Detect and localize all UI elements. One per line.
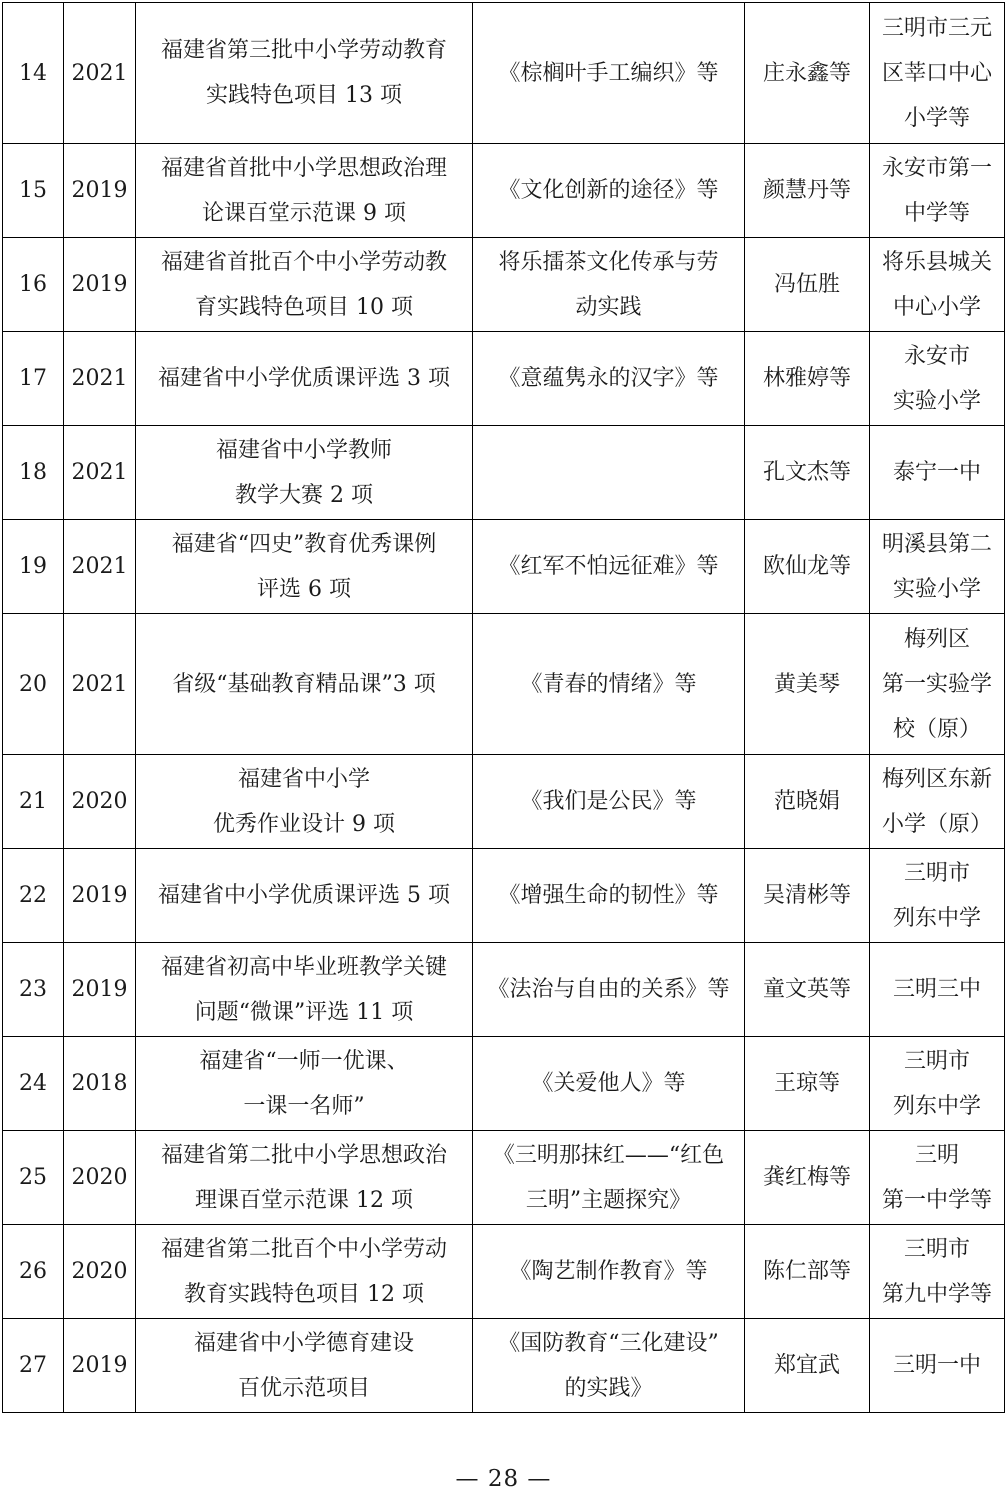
project-title-line: 将乐擂茶文化传承与劳 [498,249,719,275]
person-line: 范晓娟 [773,789,840,814]
school-line: 梅列区东新 [881,766,992,792]
year-cell: 2019 [64,238,136,332]
project-title-line: 《文化创新的途径》等 [498,178,719,203]
table-row [3,332,1005,426]
project-title-cell [473,426,745,520]
project-title-cell [473,238,745,332]
year-cell: 2021 [64,3,136,144]
honor-line: 福建省首批百个中小学劳动教 [160,249,447,275]
project-title-line: 《三明那抹红——“红色 [492,1142,725,1168]
school-line: 小学（原） [881,811,992,837]
honor-cell [136,3,473,144]
person-cell [745,849,870,943]
school-cell [870,3,1005,144]
honor-line: 福建省首批中小学思想政治理 [160,155,447,181]
honor-line: 教育实践特色项目 12 项 [184,1281,424,1307]
person-line: 陈仁部等 [762,1259,851,1284]
table-body [3,3,1005,1413]
school-cell [870,1225,1005,1319]
person-cell [745,238,870,332]
row-number-cell: 19 [3,520,64,614]
school-line: 永安市 [903,343,970,369]
year-cell: 2021 [64,426,136,520]
school-line: 梅列区 [903,626,970,652]
honor-cell [136,1225,473,1319]
row-number-cell: 18 [3,426,64,520]
person-cell [745,943,870,1037]
person-line: 黄美琴 [773,671,840,697]
year-cell: 2018 [64,1037,136,1131]
school-cell [870,520,1005,614]
year-cell: 2020 [64,1131,136,1225]
person-line: 郑宜武 [773,1353,840,1378]
school-line: 实验小学 [892,388,981,414]
school-cell [870,755,1005,849]
project-title-cell [473,1037,745,1131]
table-row [3,614,1005,755]
person-line: 孔文杰等 [762,460,851,485]
school-line: 三明三中 [892,977,981,1002]
honor-cell [136,943,473,1037]
year-cell: 2021 [64,332,136,426]
row-number-cell: 22 [3,849,64,943]
school-line: 区莘口中心 [881,60,992,86]
project-title-cell [473,144,745,238]
project-title-cell [473,614,745,755]
honor-cell [136,1131,473,1225]
honor-line: 百优示范项目 [237,1375,370,1401]
honor-line: 福建省中小学 [237,766,370,792]
person-line: 吴清彬等 [762,883,851,908]
school-line: 三明 [914,1142,959,1168]
school-cell [870,1131,1005,1225]
project-title-cell [473,520,745,614]
project-title-cell [473,3,745,144]
school-line: 中心小学 [892,294,981,320]
project-title-line: 《陶艺制作教育》等 [509,1259,708,1284]
person-line: 庄永鑫等 [762,60,851,86]
honor-line: 福建省“一师一优课、 [199,1048,409,1074]
honor-line: 福建省第二批中小学思想政治 [160,1142,447,1168]
project-title-cell [473,849,745,943]
project-title-cell [473,1131,745,1225]
school-cell [870,238,1005,332]
school-line: 三明市 [903,1048,970,1074]
honor-cell [136,1319,473,1413]
honor-cell [136,520,473,614]
honor-cell [136,614,473,755]
page-number: — 28 — [455,1466,552,1492]
person-cell [745,332,870,426]
project-title-line: 《我们是公民》等 [520,789,697,814]
table-row [3,1225,1005,1319]
project-title-cell [473,755,745,849]
honor-line: 一课一名师” [243,1093,365,1119]
school-line: 中学等 [903,200,970,226]
honor-line: 理课百堂示范课 12 项 [195,1187,413,1213]
honor-line: 实践特色项目 13 项 [206,83,402,108]
person-cell [745,426,870,520]
person-line: 林雅婷等 [762,366,851,391]
year-cell: 2019 [64,144,136,238]
table-row [3,755,1005,849]
project-title-line: 三明”主题探究》 [525,1187,692,1213]
person-cell [745,3,870,144]
school-line: 三明市 [903,1236,970,1262]
school-line: 列东中学 [892,905,981,931]
awards-table [2,2,1005,1413]
year-cell: 2021 [64,614,136,755]
honor-line: 育实践特色项目 10 项 [195,294,413,320]
school-cell [870,614,1005,755]
project-title-line: 的实践》 [564,1375,653,1401]
row-number-cell: 24 [3,1037,64,1131]
honor-cell [136,332,473,426]
school-cell [870,1319,1005,1413]
table-row [3,238,1005,332]
row-number-cell: 17 [3,332,64,426]
project-title-line: 《红军不怕远征难》等 [498,554,719,579]
year-cell: 2020 [64,1225,136,1319]
person-cell [745,614,870,755]
year-cell: 2019 [64,1319,136,1413]
person-cell [745,755,870,849]
school-cell [870,943,1005,1037]
project-title-line: 《青春的情绪》等 [520,671,697,697]
honor-cell [136,1037,473,1131]
person-cell [745,144,870,238]
school-cell [870,426,1005,520]
year-cell: 2021 [64,520,136,614]
table-row [3,849,1005,943]
school-cell [870,1037,1005,1131]
table-row [3,426,1005,520]
school-line: 三明一中 [892,1353,981,1378]
project-title-line: 《关爱他人》等 [531,1071,686,1096]
school-cell [870,144,1005,238]
honor-line: 教学大赛 2 项 [235,482,373,508]
person-cell [745,1131,870,1225]
person-cell [745,1225,870,1319]
honor-line: 福建省第三批中小学劳动教育 [160,38,447,63]
honor-line: 论课百堂示范课 9 项 [202,200,406,226]
honor-cell [136,426,473,520]
project-title-line: 《国防教育“三化建设” [498,1330,719,1356]
school-line: 校（原） [892,716,981,742]
project-title-line: 《棕榈叶手工编织》等 [498,60,719,86]
row-number-cell: 27 [3,1319,64,1413]
person-line: 颜慧丹等 [762,178,851,203]
person-line: 王琼等 [773,1071,840,1096]
table-row [3,1037,1005,1131]
school-cell [870,332,1005,426]
school-line: 三明市三元 [881,15,992,41]
row-number-cell: 25 [3,1131,64,1225]
year-cell: 2019 [64,943,136,1037]
row-number-cell: 23 [3,943,64,1037]
honor-line: 福建省中小学优质课评选 5 项 [158,883,450,908]
project-title-cell [473,1225,745,1319]
honor-cell [136,238,473,332]
project-title-cell [473,1319,745,1413]
person-line: 欧仙龙等 [762,554,851,579]
honor-line: 问题“微课”评选 11 项 [194,999,414,1025]
honor-cell [136,144,473,238]
honor-line: 福建省中小学优质课评选 3 项 [158,366,450,391]
table-row [3,144,1005,238]
school-line: 第一实验学 [881,671,992,697]
project-title-cell [473,943,745,1037]
person-cell [745,520,870,614]
honor-cell [136,755,473,849]
school-cell [870,849,1005,943]
school-line: 永安市第一 [881,155,992,181]
table-row [3,3,1005,144]
honor-line: 优秀作业设计 9 项 [213,811,395,837]
school-line: 第九中学等 [881,1281,992,1307]
project-title-cell [473,332,745,426]
row-number-cell: 26 [3,1225,64,1319]
person-cell [745,1319,870,1413]
table-row [3,520,1005,614]
project-title-line: 《意蕴隽永的汉字》等 [498,366,719,391]
row-number-cell: 15 [3,144,64,238]
person-line: 冯伍胜 [773,272,840,297]
table-row [3,1319,1005,1413]
row-number-cell: 21 [3,755,64,849]
school-line: 泰宁一中 [892,460,981,485]
honor-line: 评选 6 项 [257,576,351,602]
row-number-cell: 16 [3,238,64,332]
row-number-cell: 20 [3,614,64,755]
school-line: 三明市 [903,860,970,886]
school-line: 实验小学 [892,576,981,602]
row-number-cell: 14 [3,3,64,144]
school-line: 明溪县第二 [881,531,992,557]
school-line: 第一中学等 [881,1187,992,1213]
table-row [3,943,1005,1037]
honor-cell [136,849,473,943]
honor-line: 福建省中小学教师 [215,437,392,463]
honor-line: 福建省“四史”教育优秀课例 [171,531,437,557]
honor-line: 福建省中小学德育建设 [193,1330,414,1356]
year-cell: 2019 [64,849,136,943]
school-line: 小学等 [903,105,970,131]
honor-line: 福建省第二批百个中小学劳动 [160,1236,447,1262]
person-cell [745,1037,870,1131]
project-title-line: 《增强生命的韧性》等 [498,883,719,908]
school-line: 将乐县城关 [881,249,992,275]
table-row [3,1131,1005,1225]
year-cell: 2020 [64,755,136,849]
person-line: 龚红梅等 [762,1165,851,1190]
project-title-line: 《法治与自由的关系》等 [487,977,730,1002]
project-title-line: 动实践 [575,294,642,320]
honor-line: 福建省初高中毕业班教学关键 [160,954,447,980]
school-line: 列东中学 [892,1093,981,1119]
honor-line: 省级“基础教育精品课”3 项 [172,671,436,697]
person-line: 童文英等 [762,977,851,1002]
